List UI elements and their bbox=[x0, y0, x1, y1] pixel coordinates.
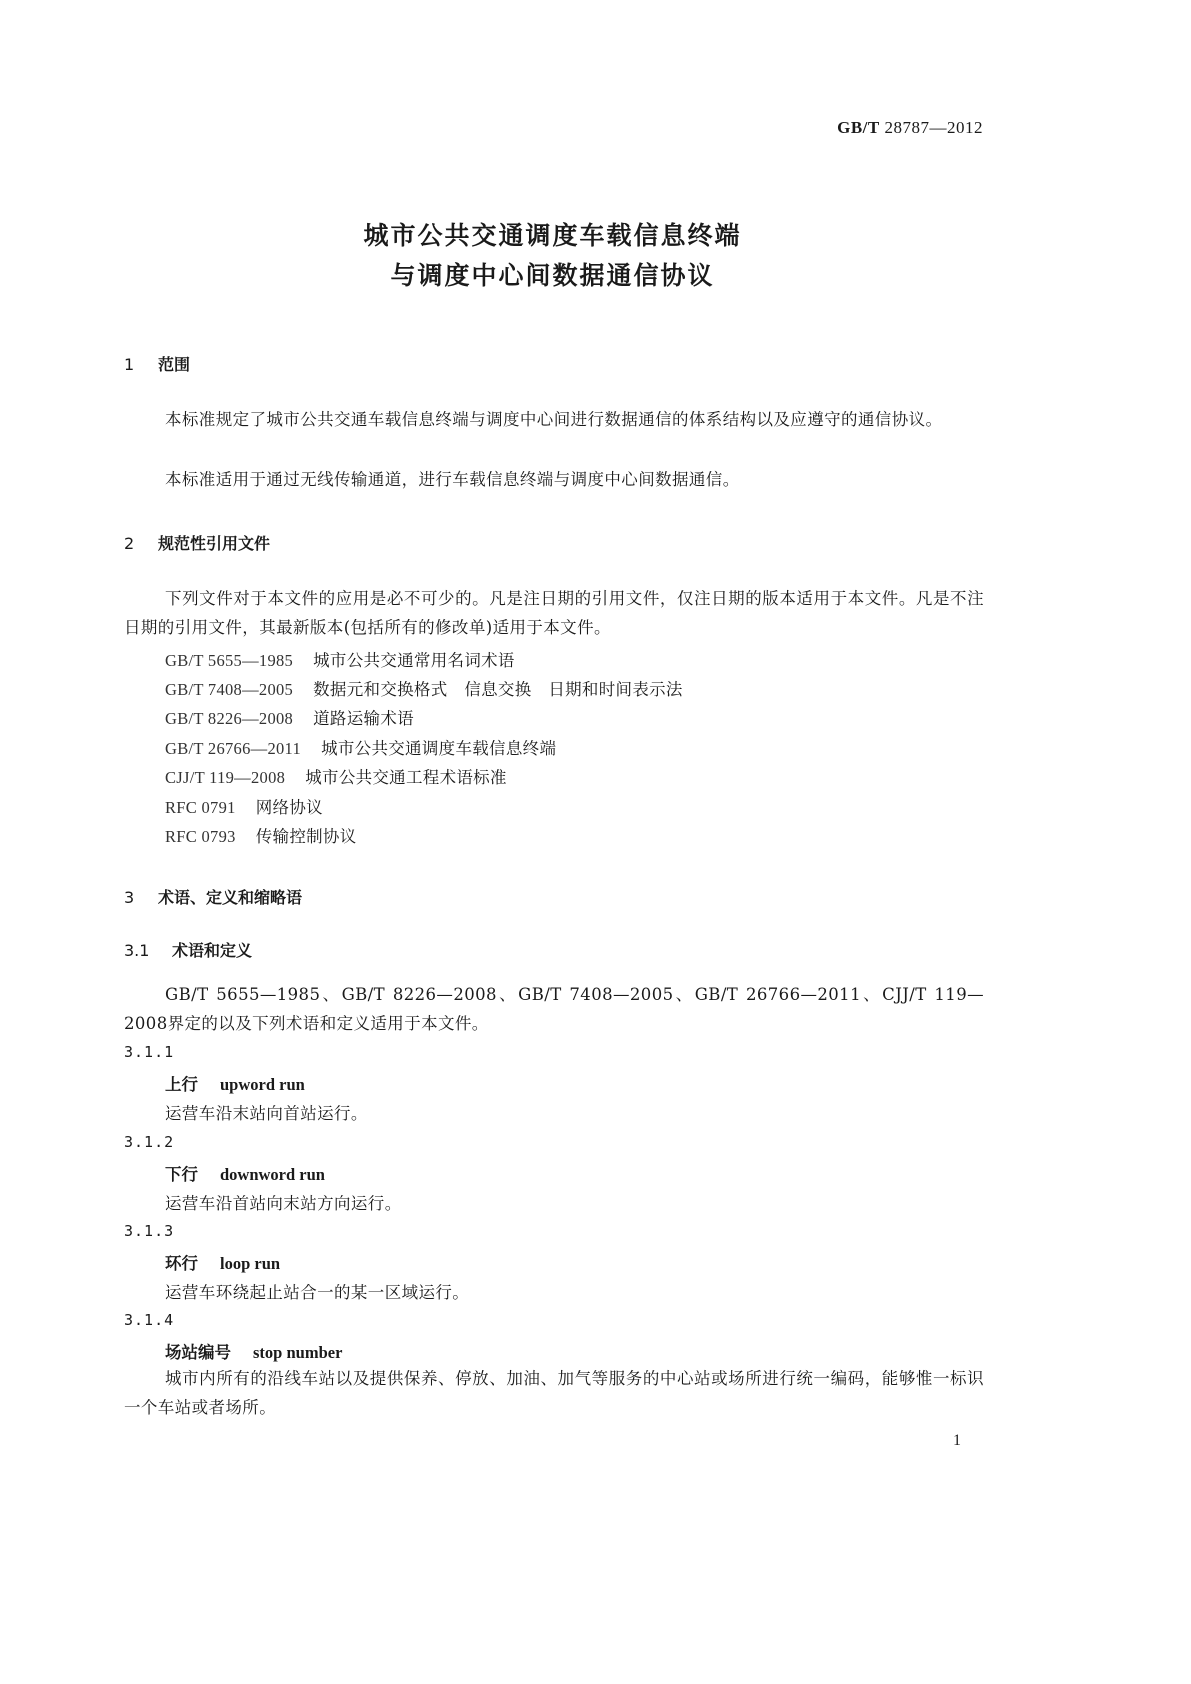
term-number: 3.1.4 bbox=[124, 1311, 175, 1329]
standard-code bbox=[837, 118, 983, 138]
term-definition: 运营车沿末站向首站运行。 bbox=[165, 1104, 368, 1123]
normative-reference bbox=[165, 735, 556, 759]
term-chinese: 下行 bbox=[165, 1165, 198, 1184]
reference-title: 城市公共交通调度车载信息终端 bbox=[321, 739, 557, 758]
section-title: 规范性引用文件 bbox=[158, 534, 271, 553]
term-entry bbox=[165, 1161, 325, 1185]
term-definition: 城市内所有的沿线车站以及提供保养、停放、加油、加气等服务的中心站或场所进行统一编码，能够惟一标识一个车站或者场所。 bbox=[124, 1369, 984, 1417]
normative-reference bbox=[165, 764, 507, 788]
section-2-heading bbox=[124, 531, 270, 554]
term-number: 3.1.1 bbox=[124, 1043, 175, 1061]
term-definition: 运营车沿首站向末站方向运行。 bbox=[165, 1194, 402, 1213]
standard-prefix: GB/T bbox=[837, 118, 880, 137]
term-entry bbox=[165, 1250, 280, 1274]
reference-title: 城市公共交通常用名词术语 bbox=[313, 651, 515, 670]
document-title-line-2: 与调度中心间数据通信协议 bbox=[390, 261, 715, 290]
reference-code: CJJ/T 119—2008 bbox=[165, 768, 286, 787]
reference-code: GB/T 7408—2005 bbox=[165, 680, 294, 699]
reference-title: 网络协议 bbox=[255, 798, 323, 817]
term-entry bbox=[165, 1071, 305, 1095]
term-entry bbox=[165, 1339, 342, 1363]
reference-code: GB/T 8226—2008 bbox=[165, 709, 294, 728]
subsection-title: 术语和定义 bbox=[172, 941, 253, 960]
reference-code: GB/T 5655—1985 bbox=[165, 651, 294, 670]
section-1-paragraph-1: 本标准规定了城市公共交通车载信息终端与调度中心间进行数据通信的体系结构以及应遵守的通信协议。 bbox=[165, 410, 943, 429]
normative-reference bbox=[165, 823, 357, 847]
section-number: 2 bbox=[124, 534, 135, 553]
section-1-paragraph-2: 本标准适用于通过无线传输通道，进行车载信息终端与调度中心间数据通信。 bbox=[165, 470, 740, 489]
normative-reference bbox=[165, 794, 323, 818]
section-title: 术语、定义和缩略语 bbox=[158, 888, 303, 907]
term-number: 3.1.2 bbox=[124, 1133, 175, 1151]
term-chinese: 环行 bbox=[165, 1254, 198, 1273]
section-title: 范围 bbox=[158, 355, 191, 374]
reference-code: RFC 0791 bbox=[165, 798, 236, 817]
term-chinese: 场站编号 bbox=[165, 1343, 231, 1362]
subsection-3-1-heading bbox=[124, 938, 252, 961]
section-number: 3 bbox=[124, 888, 135, 907]
document-title-line-1: 城市公共交通调度车载信息终端 bbox=[363, 221, 742, 250]
subsection-3-1-intro: GB/T 5655—1985、GB/T 8226—2008、GB/T 7408—2005、GB/T 26766—2011、CJJ/T 119—2008界定的以及下列术语和定义适用于本文件。 bbox=[124, 985, 984, 1033]
normative-reference bbox=[165, 676, 683, 700]
reference-title: 传输控制协议 bbox=[255, 827, 357, 846]
reference-title: 数据元和交换格式 信息交换 日期和时间表示法 bbox=[313, 680, 683, 699]
normative-reference bbox=[165, 647, 515, 671]
section-3-heading bbox=[124, 885, 302, 908]
section-1-heading bbox=[124, 352, 190, 375]
reference-code: GB/T 26766—2011 bbox=[165, 739, 302, 758]
reference-code: RFC 0793 bbox=[165, 827, 236, 846]
standard-number: 28787—2012 bbox=[884, 118, 983, 137]
page-number: 1 bbox=[953, 1432, 961, 1449]
term-number: 3.1.3 bbox=[124, 1222, 175, 1240]
term-english: downword run bbox=[220, 1165, 325, 1184]
section-number: 1 bbox=[124, 355, 135, 374]
term-english: loop run bbox=[220, 1254, 281, 1273]
section-2-paragraph-1: 下列文件对于本文件的应用是必不可少的。凡是注日期的引用文件，仅注日期的版本适用于本文件。凡是不注日期的引用文件，其最新版本(包括所有的修改单)适用于本文件。 bbox=[124, 589, 984, 637]
normative-reference bbox=[165, 705, 414, 729]
subsection-number: 3.1 bbox=[124, 941, 150, 960]
reference-title: 城市公共交通工程术语标准 bbox=[305, 768, 507, 787]
term-english: upword run bbox=[220, 1075, 305, 1094]
term-english: stop number bbox=[253, 1343, 343, 1362]
reference-title: 道路运输术语 bbox=[313, 709, 414, 728]
term-definition: 运营车环绕起止站合一的某一区域运行。 bbox=[165, 1283, 470, 1302]
term-chinese: 上行 bbox=[165, 1075, 198, 1094]
